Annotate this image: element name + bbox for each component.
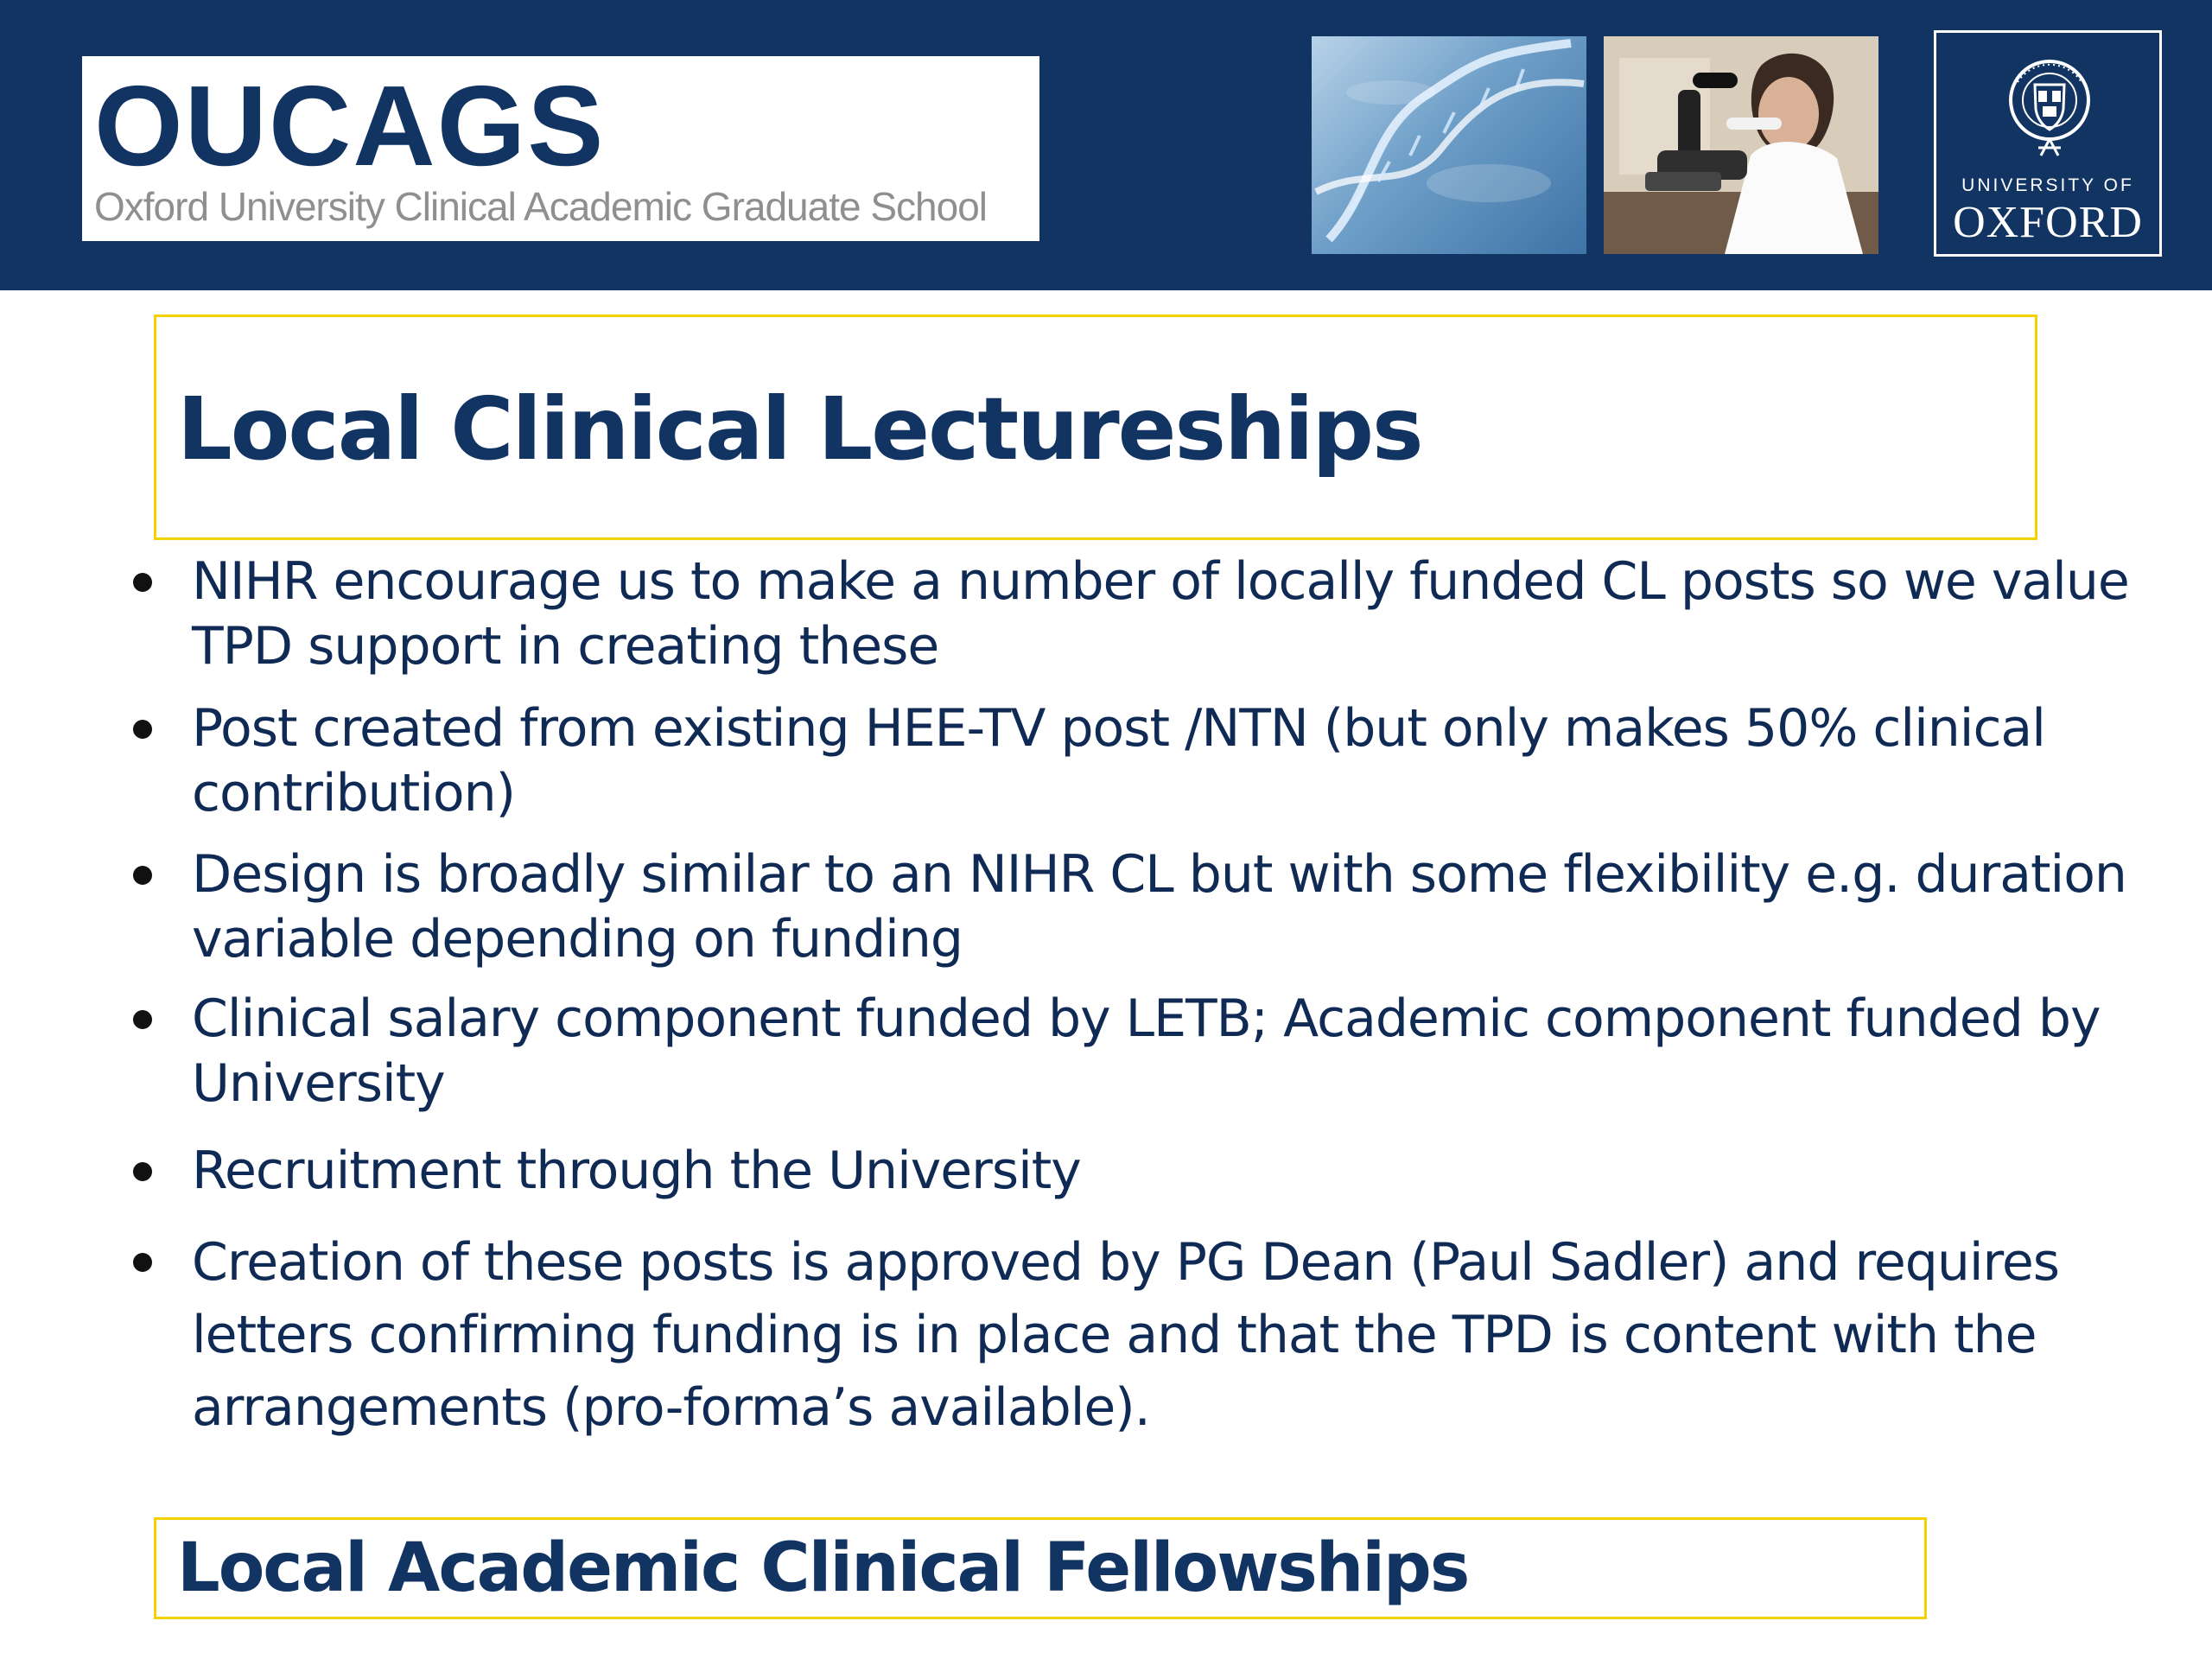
header-banner [0,0,2212,290]
oucags-logo [82,56,1039,241]
next-section-title-box [154,1517,1927,1619]
next-section-title: Local Academic Clinical Fellowships [177,1529,1469,1607]
slide-title-box [154,315,2037,540]
bullet-list [130,550,2152,1444]
bullet-item [130,1226,2152,1444]
dna-helix-image [1312,36,1586,254]
bullet-text: Clinical salary component funded by LETB; Academic component funded by University [192,988,2101,1114]
bullet-text: Recruitment through the University [192,1141,1081,1201]
logo-subtitle: Oxford University Clinical Academic Graduate School [94,184,988,229]
bullet-dot-icon [133,1253,152,1272]
bullet-item [130,987,2152,1116]
bullet-dot-icon [133,1010,152,1029]
university-of-oxford-logo [1934,30,2162,257]
bullet-text: Post created from existing HEE-TV post /NTN (but only makes 50% clinical contribution) [192,698,2045,823]
bullet-item [130,842,2152,972]
bullet-dot-icon [133,573,152,592]
oxford-crest-icon [2001,52,2098,162]
bullet-dot-icon [133,866,152,885]
oxford-small-text: UNIVERSITY OF [1961,175,2134,195]
bullet-item [130,696,2152,826]
bullet-item [130,550,2152,679]
bullet-dot-icon [133,720,152,739]
bullet-item [130,1139,2152,1204]
bullet-text: Creation of these posts is approved by PG Dean (Paul Sadler) and requires letters confirming funding is in place and that the TPD is content with the arrangements (pro-forma’s available). [192,1232,2060,1438]
bullet-text: Design is broadly similar to an NIHR CL but with some flexibility e.g. duration variable depending on funding [192,844,2126,969]
oxford-large-text: OXFORD [1953,198,2143,247]
logo-main-text: OUCAGS [94,62,606,189]
slide-title: Local Clinical Lectureships [177,378,1422,480]
bullet-dot-icon [133,1162,152,1181]
bullet-text: NIHR encourage us to make a number of locally funded CL posts so we value TPD support in creating these [192,551,2129,677]
microscope-lab-image [1604,36,1878,254]
